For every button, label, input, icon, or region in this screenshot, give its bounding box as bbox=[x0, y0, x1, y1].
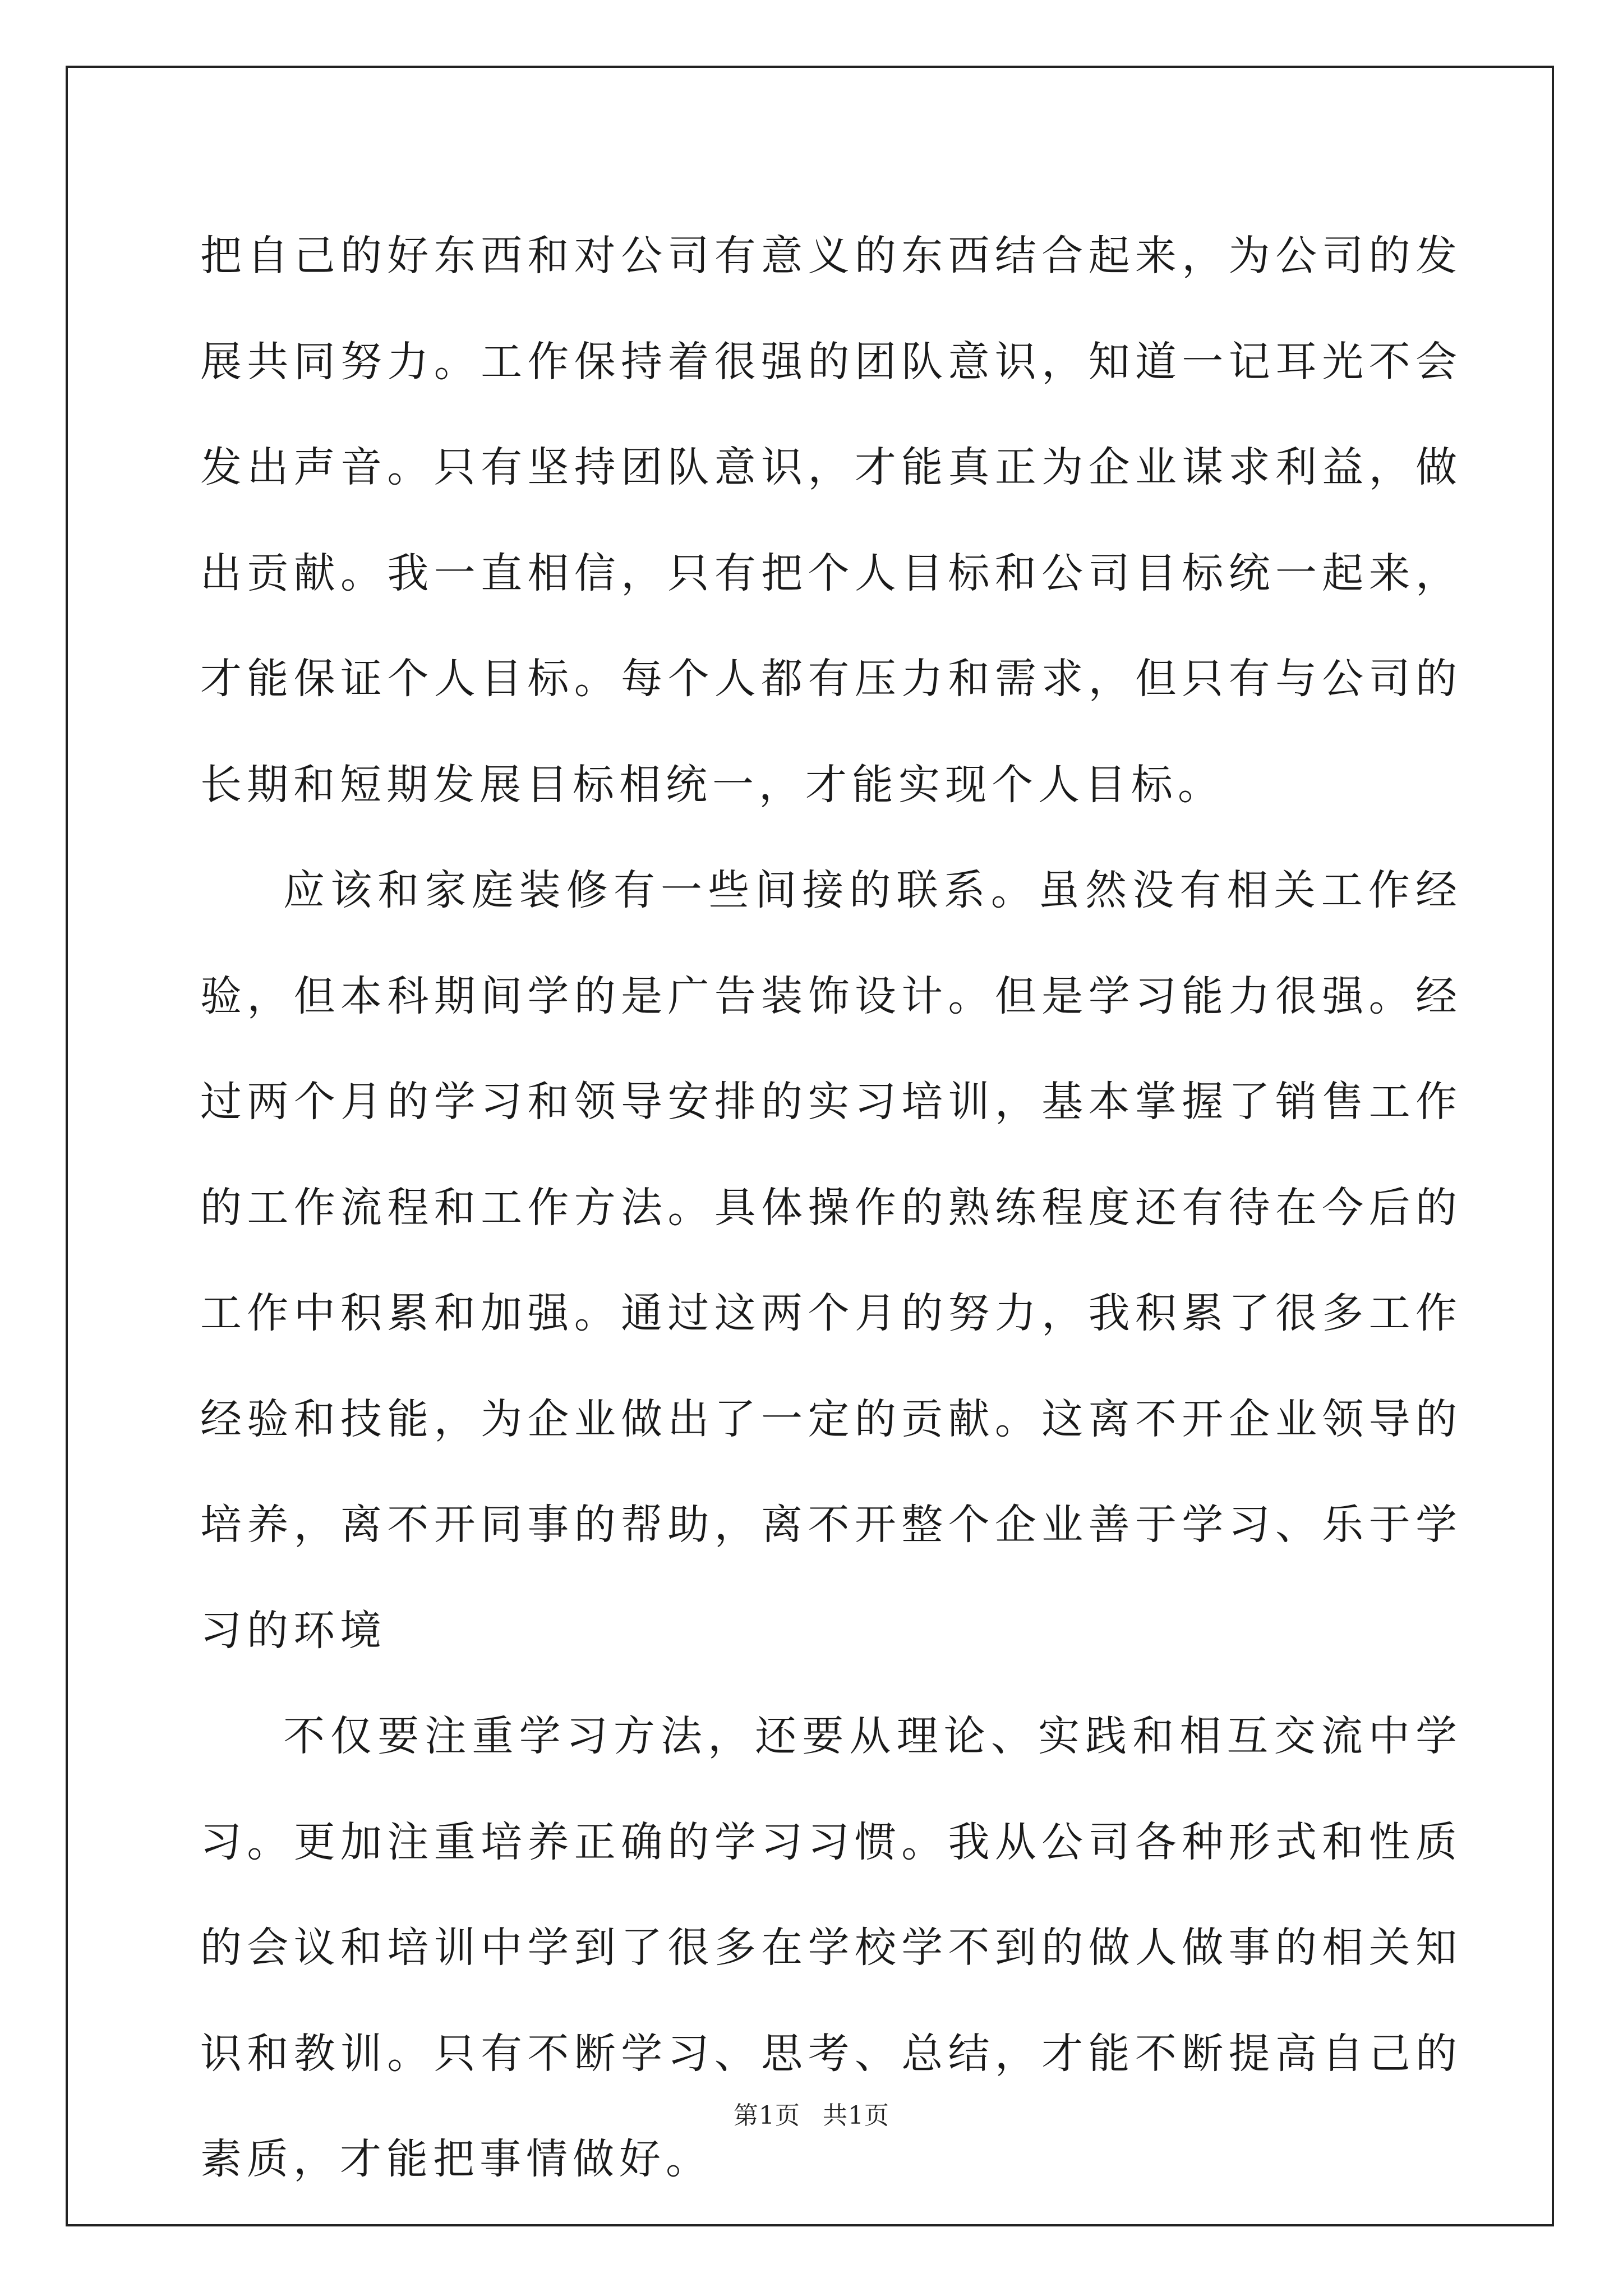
document-body bbox=[200, 203, 1462, 2212]
paragraph-3: 不仅要注重学习方法，还要从理论、实践和相互交流中学习。更加注重培养正确的学习习惯。我从公司各种形式和性质的会议和培训中学到了很多在学校学不到的做人做事的相关知识和教训。只有不断学习、思考、总结，才能不断提高自己的素质，才能把事情做好。 bbox=[200, 1712, 1462, 2183]
page-total: 共1页 bbox=[823, 2101, 889, 2130]
paragraph-1: 把自己的好东西和对公司有意义的东西结合起来，为公司的发展共同努力。工作保持着很强的团队意识，知道一记耳光不会发出声音。只有坚持团队意识，才能真正为企业谋求利益，做出贡献。我一直相信，只有把个人目标和公司目标统一起来，才能保证个人目标。每个人都有压力和需求，但只有与公司的长期和短期发展目标相统一，才能实现个人目标。 bbox=[200, 232, 1462, 809]
page-footer bbox=[0, 2095, 1623, 2131]
paragraph-2: 应该和家庭装修有一些间接的联系。虽然没有相关工作经验，但本科期间学的是广告装饰设计。但是学习能力很强。经过两个月的学习和领导安排的实习培训，基本掌握了销售工作的工作流程和工作方法。具体操作的熟练程度还有待在今后的工作中积累和加强。通过这两个月的努力，我积累了很多工作经验和技能，为企业做出了一定的贡献。这离不开企业领导的培养，离不开同事的帮助，离不开整个企业善于学习、乐于学习的环境 bbox=[200, 866, 1462, 1655]
page-number: 第1页 bbox=[734, 2101, 800, 2130]
